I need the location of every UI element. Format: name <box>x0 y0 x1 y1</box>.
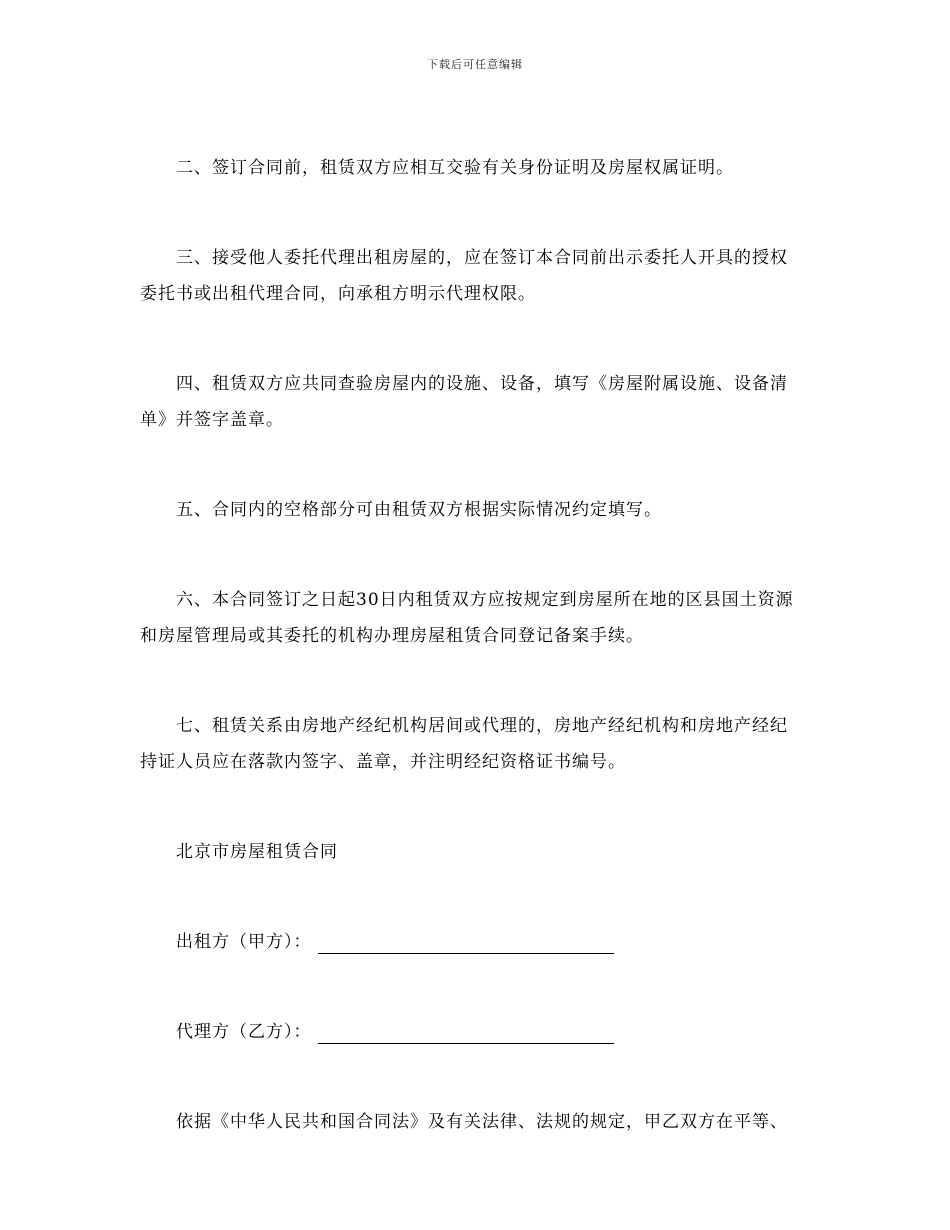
party-b-field <box>140 1014 812 1050</box>
party-a-blank-line[interactable] <box>318 929 614 954</box>
clause-7-cont <box>140 744 812 780</box>
party-b-label: 代理方（乙方）： <box>176 1022 312 1042</box>
party-a-field <box>140 924 812 960</box>
clause-7-line-1: 七、租赁关系由房地产经纪机构居间或代理的，房地产经纪机构和房地产经纪 <box>176 716 788 736</box>
spacer <box>140 870 812 924</box>
clause-2 <box>140 150 812 186</box>
clause-5 <box>140 492 812 528</box>
clause-6-line-1: 六、本合同签订之日起30日内租赁双方应按规定到房屋所在地的区县国土资源 <box>176 590 794 610</box>
document-body <box>140 150 812 1140</box>
clause-6-line-2: 和房屋管理局或其委托的机构办理房屋租赁合同登记备案手续。 <box>140 626 644 646</box>
clause-7 <box>140 708 812 744</box>
spacer <box>140 1050 812 1104</box>
contract-title <box>140 834 812 870</box>
clause-4-line-1: 四、租赁双方应共同查验房屋内的设施、设备，填写《房屋附属设施、设备清 <box>176 374 788 394</box>
clause-6-cont <box>140 618 812 654</box>
party-a-label: 出租方（甲方）： <box>176 932 312 952</box>
contract-title-text: 北京市房屋租赁合同 <box>176 842 338 862</box>
clause-6 <box>140 582 812 618</box>
clause-3-cont <box>140 276 812 312</box>
spacer <box>140 528 812 582</box>
clause-3 <box>140 240 812 276</box>
spacer <box>140 960 812 1014</box>
clause-4 <box>140 366 812 402</box>
clause-3-line-1: 三、接受他人委托代理出租房屋的，应在签订本合同前出示委托人开具的授权 <box>176 248 788 268</box>
spacer <box>140 312 812 366</box>
clause-5-line-1: 五、合同内的空格部分可由租赁双方根据实际情况约定填写。 <box>176 500 662 520</box>
clause-3-line-2: 委托书或出租代理合同，向承租方明示代理权限。 <box>140 284 536 304</box>
spacer <box>140 186 812 240</box>
spacer <box>140 438 812 492</box>
final-paragraph-line-1: 依据《中华人民共和国合同法》及有关法律、法规的规定，甲乙双方在平等、 <box>176 1112 788 1132</box>
clause-7-line-2: 持证人员应在落款内签字、盖章，并注明经纪资格证书编号。 <box>140 752 626 772</box>
clause-4-line-2: 单》并签字盖章。 <box>140 410 284 430</box>
spacer <box>140 780 812 834</box>
page-header: 下载后可任意编辑 <box>427 58 523 71</box>
party-b-blank-line[interactable] <box>318 1019 614 1044</box>
spacer <box>140 654 812 708</box>
final-paragraph <box>140 1104 812 1140</box>
clause-2-line-1: 二、签订合同前，租赁双方应相互交验有关身份证明及房屋权属证明。 <box>176 158 734 178</box>
clause-4-cont <box>140 402 812 438</box>
